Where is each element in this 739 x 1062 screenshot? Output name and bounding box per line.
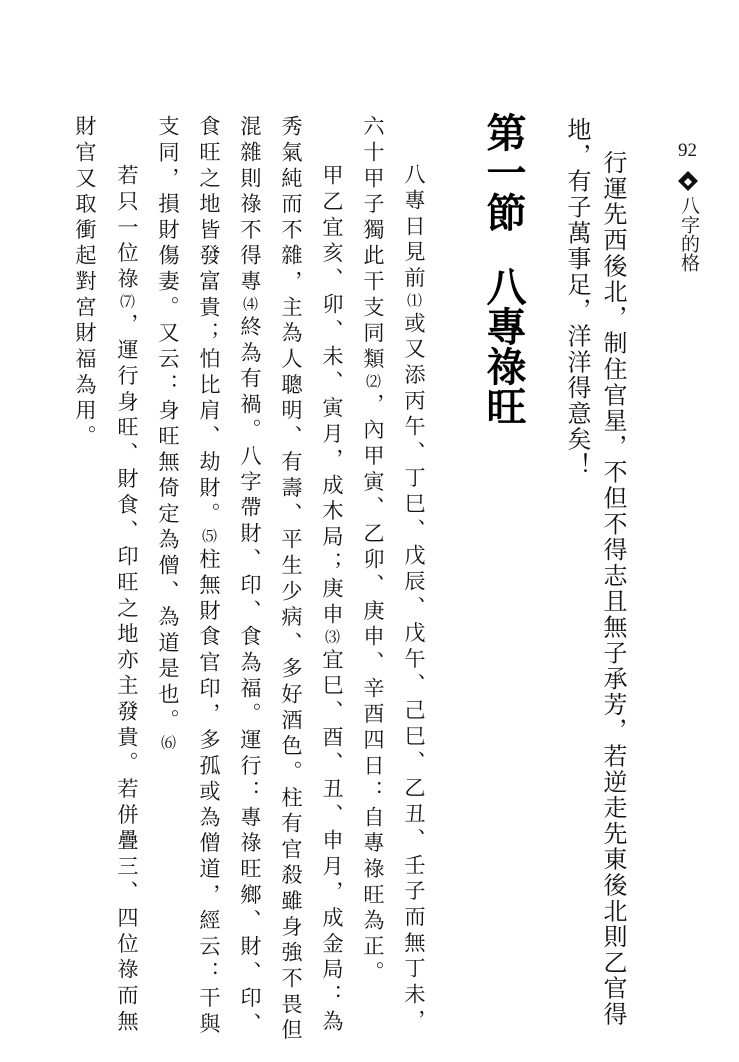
diamond-ornament-icon: [677, 170, 699, 192]
body-line-5: 混雜則祿不得專⑷終為有禍。八字帶財、印、食為福。運行：專祿旺鄉、財、印、: [238, 115, 263, 1039]
body-line-4: 秀氣純而不雜，主為人聰明、有壽、平生少病、多好酒色。柱有官殺雖身強不畏但: [279, 115, 304, 1045]
footnote-marker: ⑴: [405, 292, 423, 312]
section-name: 八專祿旺: [480, 266, 526, 426]
body-line-6: 食旺之地皆發富貴；怕比肩、劫財。⑸柱無財食官印，多孤或為僧道，經云：干與: [197, 115, 222, 1039]
poem-line-2: 地，有子萬事足，洋洋得意矣！: [563, 117, 591, 479]
footnote-marker: ⑷: [241, 295, 259, 316]
footnote-marker: ⑶: [323, 628, 341, 649]
section-title: [480, 112, 526, 426]
poem-line-1: 行運先西後北，制住官星，不但不得志且無子承芳，若逆走先東後北則乙官得: [599, 150, 627, 1028]
body-line-8: 若只一位祿⑺，運行身旺、財食、印旺之地亦主發貴。若併疊三、四位祿而無: [115, 164, 140, 1036]
body-line-1: 八專日見前⑴或又添丙午、丁巳、戊辰、戊午、己巳、乙丑、壬子而無丁未，: [402, 163, 427, 1035]
footnote-marker: ⑹: [159, 734, 177, 755]
footnote-marker: ⑸: [200, 528, 218, 548]
body-line-7: 支同，損財傷妻。又云：身旺無倚定為僧、為道是也。⑹: [156, 115, 181, 755]
body-line-2: 六十甲子獨此干支同類⑵，內甲寅、乙卯、庚申、辛酉四日：自專祿旺為正。: [361, 115, 386, 987]
section-number: 第一節: [480, 112, 526, 232]
page-number: 92: [678, 140, 697, 161]
running-title: 八字的格: [678, 196, 700, 272]
body-line-9: 財官又取衝起對宮財福為用。: [73, 115, 98, 451]
body-line-3: 甲乙宜亥、卯、未、寅月，成木局；庚申⑶宜巳、酉、丑、申月，成金局：為: [320, 164, 345, 1036]
footnote-marker: ⑵: [364, 373, 382, 393]
footnote-marker: ⑺: [118, 293, 136, 313]
